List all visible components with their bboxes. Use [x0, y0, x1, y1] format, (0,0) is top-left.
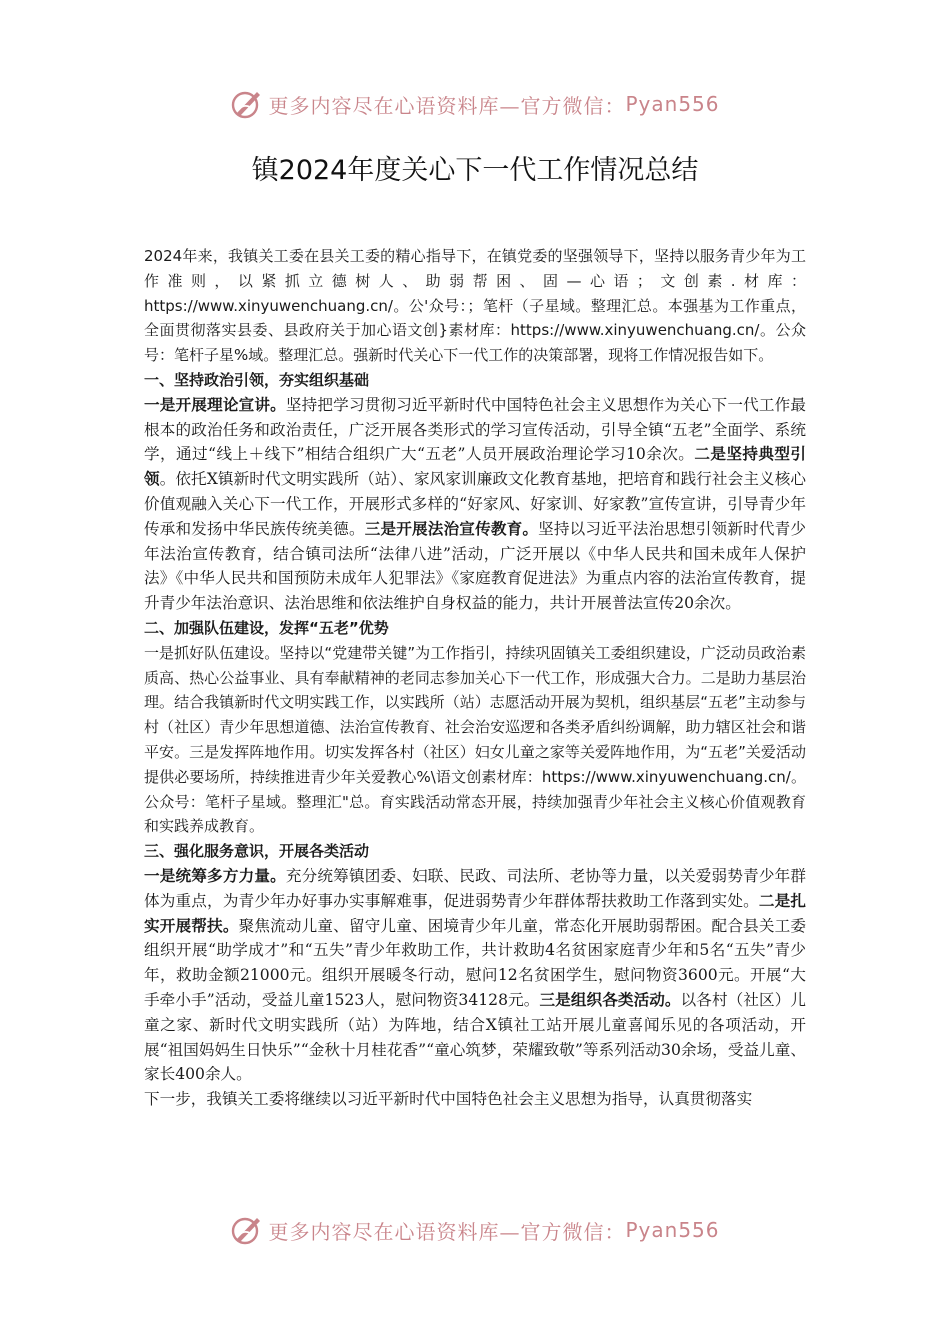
section-1-heading: 一、坚持政治引领，夯实组织基础: [144, 370, 370, 389]
section-2-paragraph: 一是抓好队伍建设。坚持以“党建带关键”为工作指引，持续巩固镇关工委组织建设，广泛动员政治素质高、热心公益事业、具有奉献精神的老同志参加关心下一代工作，形成强大合力。二是助力基层治理。结合我镇新时代文明实践工作，以实践所（站）志愿活动开展为契机，组织基层“五老”主动参与村（社区）青少年思想道德、法治宣传教育、社会治安巡逻和各类矛盾纠纷调解，助力辖区社会和谐平安。三是发挥阵地作用。切实发挥各村（社区）妇女儿童之家等关爱阵地作用，为“五老”关爱活动提供必要场所，持续推进青少年关爱教心%\语文创素材库：https://www.xinyuwenchuang.cn/。公众号：笔杆子星域。整理汇"总。育实践活动常态开展，持续加强青少年社会主义核心价值观教育和实践养成教育。: [144, 643, 806, 836]
document-body: [144, 244, 806, 1112]
section-1-lead-1: 一是开展理论宣讲。: [144, 395, 286, 414]
watermark-text: 更多内容尽在心语资料库—官方微信：: [268, 93, 626, 118]
watermark-id: Pyan556: [625, 1218, 720, 1242]
closing-paragraph: 下一步，我镇关工委将继续以习近平新时代中国特色社会主义思想为指导，认真贯彻落实: [144, 1090, 753, 1109]
watermark-banner-top: [0, 84, 950, 124]
section-3-text-2: 聚焦流动儿童、留守儿童、困境青少年儿童，常态化开展助弱帮困。配合县关工委组织开展“助学成才”和“五失”青少年救助工作，共计救助4名贫困家庭青少年和5名“五失”青少年，救助金额21000元。组织开展暖冬行动，慰问12名贫困学生，慰问物资3600元。开展“大手牵小手”活动，受益儿童1523人，慰问物资34128元。: [144, 916, 806, 1009]
watermark-id: Pyan556: [625, 92, 720, 116]
section-3-lead-2: 二是扎实开展帮扶。: [144, 891, 806, 935]
section-1-paragraph: [144, 393, 806, 616]
section-1-text-1: 坚持把学习贯彻习近平新时代中国特色社会主义思想作为关心下一代工作最根本的政治任务和政治责任，广泛开展各类形式的学习宣传活动，引导全镇“五老”全面学、系统学，通过“线上＋线下”相结合组织广大“五老”人员开展政治理论学习10余次。: [144, 395, 806, 464]
section-3-lead-1: 一是统筹多方力量。: [144, 866, 286, 885]
section-2-heading: 二、加强队伍建设，发挥“五老”优势: [144, 618, 389, 637]
section-1-lead-3: 三是开展法治宣传教育。: [364, 519, 539, 538]
section-1-lead-2: 二是坚持典型引领: [144, 445, 806, 489]
watermark-text: 更多内容尽在心语资料库—官方微信：: [268, 1219, 626, 1244]
section-3-text-1: 充分统筹镇团委、妇联、民政、司法所、老协等力量，以关爱弱势青少年群体为重点，为青少年办好事办实事解难事，促进弱势青少年群体帮扶救助工作落到实处。: [144, 866, 806, 910]
section-3-lead-3: 三是组织各类活动。: [539, 990, 681, 1009]
brush-logo-icon: [230, 1213, 264, 1247]
brush-logo-icon: [230, 87, 264, 121]
section-3-paragraph: [144, 864, 806, 1087]
intro-paragraph: 2024年来，我镇关工委在县关工委的精心指导下，在镇党委的坚强领导下，坚持以服务青少年为工作准则，以紧抓立德树人、助弱帮困、固—心语；文创素.材库：https://www.xinyuwenchuang.cn/。公'众号：；笔杆（子星域。整理汇总。本强基为工作重点，全面贯彻落实县委、县政府关于加心语文创}素材库：https://www.xinyuwenchuang.cn/。公众号：笔杆子星%域。整理汇总。强新时代关心下一代工作的决策部署，现将工作情况报告如下。: [144, 247, 806, 365]
section-1-text-2: 。依托X镇新时代文明实践所（站）、家风家训廉政文化教育基地，把培育和践行社会主义核心价值观融入关心下一代工作，开展形式多样的“好家风、好家训、好家教”宣传宣讲，引导青少年传承和发扬中华民族传统美德。: [144, 470, 806, 538]
page-title: 镇2024年度关心下一代工作情况总结: [251, 155, 699, 186]
section-3-heading: 三、强化服务意识，开展各类活动: [144, 842, 370, 861]
section-3-text-3: 以各村（社区）儿童之家、新时代文明实践所（站）为阵地，结合X镇社工站开展儿童喜闻乐见的各项活动，开展“祖国妈妈生日快乐”“金秋十月桂花香”“童心筑梦，荣耀致敬”等系列活动30余场，受益儿童、家长400余人。: [144, 990, 806, 1084]
watermark-banner-bottom: [0, 1210, 950, 1250]
section-1-text-3: 坚持以习近平法治思想引领新时代青少年法治宣传教育，结合镇司法所“法律八进”活动，广泛开展以《中华人民共和国未成年人保护法》《中华人民共和国预防未成年人犯罪法》《家庭教育促进法》为重点内容的法治宣传教育，提升青少年法治意识、法治思维和依法维护自身权益的能力，共计开展普法宣传20余次。: [144, 519, 806, 613]
